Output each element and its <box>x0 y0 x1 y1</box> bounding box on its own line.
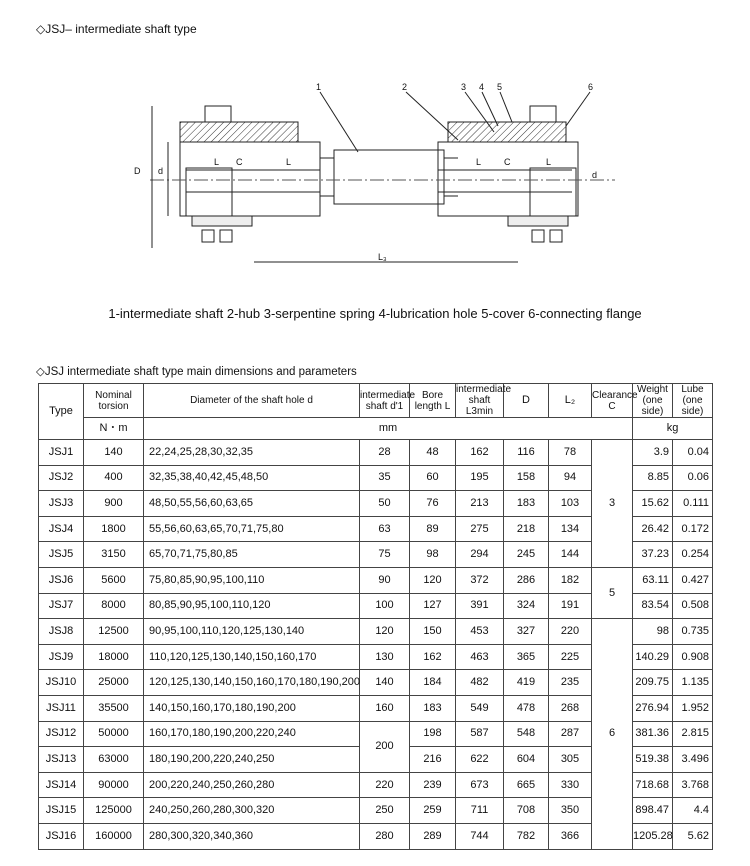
cell-L2: 78 <box>549 440 592 466</box>
cell-bore: 90,95,100,110,120,125,130,140 <box>144 619 360 645</box>
cell-D: 665 <box>504 772 549 798</box>
cell-L2: 366 <box>549 823 592 849</box>
cell-weight: 15.62 <box>633 491 673 517</box>
cell-type: JSJ14 <box>39 772 84 798</box>
dimension-label: C <box>504 157 511 167</box>
cell-weight: 140.29 <box>633 644 673 670</box>
cell-lube: 4.4 <box>673 798 713 824</box>
cell-bore: 120,125,130,140,150,160,170,180,190,200 <box>144 670 360 696</box>
dimension-label: L₃ <box>378 252 387 262</box>
parts-caption: 1-intermediate shaft 2-hub 3-serpentine spring 4-lubrication hole 5-cover 6-connecting flange <box>108 306 642 321</box>
cell-torsion: 140 <box>84 440 144 466</box>
cell-D: 782 <box>504 823 549 849</box>
cell-L3: 482 <box>456 670 504 696</box>
cell-D: 116 <box>504 440 549 466</box>
cell-type: JSJ4 <box>39 516 84 542</box>
cell-L2: 330 <box>549 772 592 798</box>
cell-L3: 463 <box>456 644 504 670</box>
cell-D: 478 <box>504 695 549 721</box>
cell-d1: 100 <box>360 593 410 619</box>
dimension-label: L <box>214 157 220 167</box>
cell-torsion: 35500 <box>84 695 144 721</box>
cell-type: JSJ10 <box>39 670 84 696</box>
cell-bore: 55,56,60,63,65,70,71,75,80 <box>144 516 360 542</box>
cell-torsion: 12500 <box>84 619 144 645</box>
cell-torsion: 18000 <box>84 644 144 670</box>
cell-torsion: 90000 <box>84 772 144 798</box>
cell-lube: 3.768 <box>673 772 713 798</box>
cell-L3: 622 <box>456 747 504 773</box>
coupling-drawing <box>120 70 640 280</box>
header-lube: Lube (one side) <box>673 384 713 418</box>
cell-L: 289 <box>410 823 456 849</box>
cell-L: 162 <box>410 644 456 670</box>
cell-bore: 110,120,125,130,140,150,160,170 <box>144 644 360 670</box>
cell-bore: 65,70,71,75,80,85 <box>144 542 360 568</box>
cell-torsion: 125000 <box>84 798 144 824</box>
cell-L3: 275 <box>456 516 504 542</box>
cell-type: JSJ16 <box>39 823 84 849</box>
cell-d1: 28 <box>360 440 410 466</box>
cell-lube: 0.254 <box>673 542 713 568</box>
cell-bore: 32,35,38,40,42,45,48,50 <box>144 465 360 491</box>
dimension-label: L <box>476 157 482 167</box>
cell-weight: 209.75 <box>633 670 673 696</box>
cell-d1: 90 <box>360 567 410 593</box>
part-label: 1 <box>316 82 322 92</box>
cell-L3: 162 <box>456 440 504 466</box>
cell-L2: 305 <box>549 747 592 773</box>
cell-d1: 250 <box>360 798 410 824</box>
cell-L: 127 <box>410 593 456 619</box>
cell-D: 324 <box>504 593 549 619</box>
cell-lube: 0.427 <box>673 567 713 593</box>
table-row <box>39 619 713 645</box>
cell-L2: 235 <box>549 670 592 696</box>
dimension-label: L <box>286 157 292 167</box>
cell-L: 216 <box>410 747 456 773</box>
cell-L: 120 <box>410 567 456 593</box>
dimension-label: D <box>134 166 141 176</box>
cell-d1: 140 <box>360 670 410 696</box>
cell-clearance: 3 <box>592 440 633 568</box>
cell-type: JSJ6 <box>39 567 84 593</box>
section-title-intermediate-shaft: ◇JSJ– intermediate shaft type <box>36 22 197 36</box>
cell-torsion: 25000 <box>84 670 144 696</box>
part-label: 5 <box>497 82 503 92</box>
cell-L: 239 <box>410 772 456 798</box>
cell-D: 604 <box>504 747 549 773</box>
cell-L: 60 <box>410 465 456 491</box>
cell-D: 548 <box>504 721 549 747</box>
cell-L2: 225 <box>549 644 592 670</box>
cell-bore: 75,80,85,90,95,100,110 <box>144 567 360 593</box>
cell-type: JSJ2 <box>39 465 84 491</box>
cell-d1: 50 <box>360 491 410 517</box>
cell-bore: 140,150,160,170,180,190,200 <box>144 695 360 721</box>
cell-d1: 220 <box>360 772 410 798</box>
cell-lube: 0.735 <box>673 619 713 645</box>
unit-kg: kg <box>633 418 713 440</box>
header-l3: intermediate shaft L3min <box>456 384 512 417</box>
dimension-label: d <box>158 166 164 176</box>
cell-L2: 94 <box>549 465 592 491</box>
section-title-dimensions: ◇JSJ intermediate shaft type main dimensions and parameters <box>36 366 357 378</box>
cell-bore: 200,220,240,250,260,280 <box>144 772 360 798</box>
cell-L2: 103 <box>549 491 592 517</box>
cell-lube: 0.172 <box>673 516 713 542</box>
cell-weight: 83.54 <box>633 593 673 619</box>
cell-lube: 0.06 <box>673 465 713 491</box>
cell-bore: 280,300,320,340,360 <box>144 823 360 849</box>
cell-L3: 711 <box>456 798 504 824</box>
cell-bore: 48,50,55,56,60,63,65 <box>144 491 360 517</box>
cell-torsion: 8000 <box>84 593 144 619</box>
cell-d1: 160 <box>360 695 410 721</box>
cell-weight: 98 <box>633 619 673 645</box>
cell-L2: 191 <box>549 593 592 619</box>
cell-D: 708 <box>504 798 549 824</box>
part-label: 4 <box>479 82 485 92</box>
cell-type: JSJ11 <box>39 695 84 721</box>
cell-bore: 80,85,90,95,100,110,120 <box>144 593 360 619</box>
header-clearance: Clearance C <box>592 384 633 418</box>
table-row <box>39 567 713 593</box>
cell-lube: 0.908 <box>673 644 713 670</box>
cell-L3: 372 <box>456 567 504 593</box>
header-D: D <box>504 384 549 418</box>
cell-torsion: 50000 <box>84 721 144 747</box>
header-L2: L₂ <box>549 384 592 418</box>
cell-L3: 673 <box>456 772 504 798</box>
cell-weight: 276.94 <box>633 695 673 721</box>
cell-type: JSJ13 <box>39 747 84 773</box>
cell-lube: 0.508 <box>673 593 713 619</box>
cell-d1: 75 <box>360 542 410 568</box>
cell-torsion: 900 <box>84 491 144 517</box>
cell-type: JSJ15 <box>39 798 84 824</box>
cell-d1: 200 <box>360 721 410 772</box>
cell-L3: 391 <box>456 593 504 619</box>
cell-torsion: 160000 <box>84 823 144 849</box>
cell-d1: 280 <box>360 823 410 849</box>
cell-L: 198 <box>410 721 456 747</box>
cell-L2: 182 <box>549 567 592 593</box>
table-row <box>39 440 713 466</box>
part-label: 6 <box>588 82 594 92</box>
cell-D: 419 <box>504 670 549 696</box>
cell-D: 218 <box>504 516 549 542</box>
unit-mm: mm <box>144 418 633 440</box>
cell-weight: 381.36 <box>633 721 673 747</box>
part-label: 2 <box>402 82 408 92</box>
cell-lube: 1.952 <box>673 695 713 721</box>
cell-d1: 35 <box>360 465 410 491</box>
cell-weight: 898.47 <box>633 798 673 824</box>
header-bore: Diameter of the shaft hole d <box>144 384 360 418</box>
cell-L: 76 <box>410 491 456 517</box>
cell-torsion: 400 <box>84 465 144 491</box>
cell-lube: 1.135 <box>673 670 713 696</box>
cell-bore: 22,24,25,28,30,32,35 <box>144 440 360 466</box>
dimension-label: L <box>546 157 552 167</box>
cell-type: JSJ5 <box>39 542 84 568</box>
cell-D: 286 <box>504 567 549 593</box>
cell-type: JSJ9 <box>39 644 84 670</box>
cell-lube: 3.496 <box>673 747 713 773</box>
part-label: 3 <box>461 82 467 92</box>
cell-L2: 144 <box>549 542 592 568</box>
cell-d1: 63 <box>360 516 410 542</box>
cell-L: 48 <box>410 440 456 466</box>
cell-lube: 2.815 <box>673 721 713 747</box>
dimension-label: d <box>592 170 598 180</box>
cell-lube: 0.111 <box>673 491 713 517</box>
cell-torsion: 63000 <box>84 747 144 773</box>
cell-lube: 5.62 <box>673 823 713 849</box>
header-type: Type <box>39 384 84 440</box>
cell-type: JSJ1 <box>39 440 84 466</box>
cell-L3: 195 <box>456 465 504 491</box>
header-torsion: Nominal torsion <box>84 384 144 418</box>
cell-weight: 519.38 <box>633 747 673 773</box>
cell-L: 150 <box>410 619 456 645</box>
cell-L2: 134 <box>549 516 592 542</box>
cell-L2: 287 <box>549 721 592 747</box>
cell-L: 183 <box>410 695 456 721</box>
cell-weight: 8.85 <box>633 465 673 491</box>
cell-torsion: 3150 <box>84 542 144 568</box>
cell-D: 245 <box>504 542 549 568</box>
cell-weight: 3.9 <box>633 440 673 466</box>
cell-L2: 350 <box>549 798 592 824</box>
cell-clearance: 5 <box>592 567 633 618</box>
cell-L2: 268 <box>549 695 592 721</box>
cell-torsion: 1800 <box>84 516 144 542</box>
cell-weight: 26.42 <box>633 516 673 542</box>
cell-L: 98 <box>410 542 456 568</box>
header-weight: Weight (one side) <box>633 384 673 418</box>
cell-bore: 160,170,180,190,200,220,240 <box>144 721 360 747</box>
cell-L: 184 <box>410 670 456 696</box>
unit-torsion: N・m <box>84 418 144 440</box>
cell-D: 183 <box>504 491 549 517</box>
cell-type: JSJ3 <box>39 491 84 517</box>
cell-L3: 294 <box>456 542 504 568</box>
cell-type: JSJ8 <box>39 619 84 645</box>
cell-L: 259 <box>410 798 456 824</box>
header-d1: intermediate shaft d'1 <box>360 384 410 418</box>
cell-L3: 549 <box>456 695 504 721</box>
cell-bore: 240,250,260,280,300,320 <box>144 798 360 824</box>
cell-D: 158 <box>504 465 549 491</box>
cell-L3: 744 <box>456 823 504 849</box>
cell-clearance: 6 <box>592 619 633 849</box>
cell-lube: 0.04 <box>673 440 713 466</box>
cell-weight: 1205.28 <box>633 823 673 849</box>
cell-weight: 63.11 <box>633 567 673 593</box>
cell-bore: 180,190,200,220,240,250 <box>144 747 360 773</box>
dimension-label: C <box>236 157 243 167</box>
cell-D: 327 <box>504 619 549 645</box>
cell-torsion: 5600 <box>84 567 144 593</box>
dimensions-table <box>38 383 713 850</box>
cell-type: JSJ12 <box>39 721 84 747</box>
cell-type: JSJ7 <box>39 593 84 619</box>
cell-L3: 213 <box>456 491 504 517</box>
cell-d1: 120 <box>360 619 410 645</box>
cell-D: 365 <box>504 644 549 670</box>
cell-L3: 587 <box>456 721 504 747</box>
cell-weight: 718.68 <box>633 772 673 798</box>
cell-L: 89 <box>410 516 456 542</box>
cell-weight: 37.23 <box>633 542 673 568</box>
cell-L2: 220 <box>549 619 592 645</box>
cell-d1: 130 <box>360 644 410 670</box>
cell-L3: 453 <box>456 619 504 645</box>
header-length: Bore length L <box>410 384 456 418</box>
